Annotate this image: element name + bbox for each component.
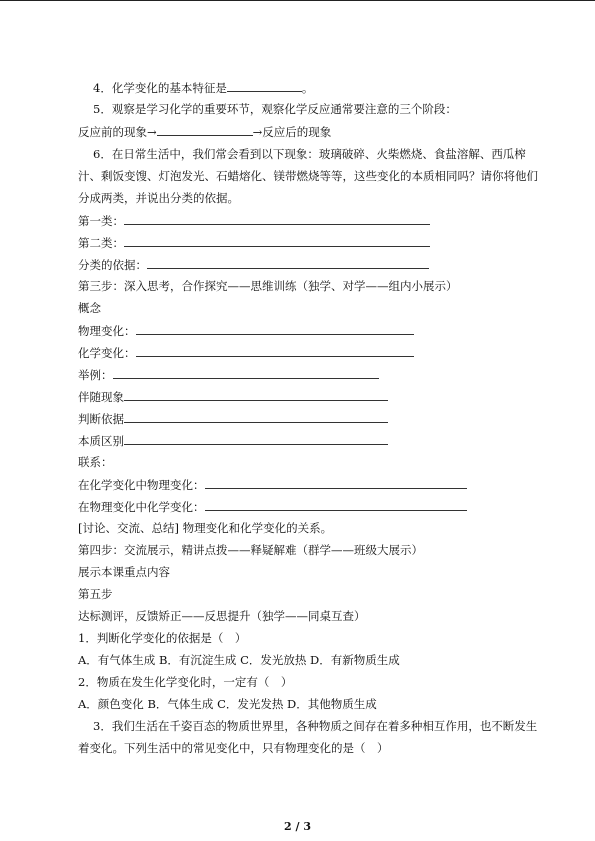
key-content: 展示本课重点内容 [78, 565, 170, 579]
chemical-in-physical: 在物理变化中化学变化： [78, 499, 467, 514]
quiz-question-3-line2: 着变化。下列生活中的常见变化中，只有物理变化的是（ ） [78, 741, 389, 755]
quiz-question-1: 1．判断化学变化的依据是（ ） [78, 631, 247, 645]
step-3-heading: 第三步：深入思考，合作探究——思维训练（独学、对学——组内小展示） [78, 279, 458, 293]
page-number: 2 / 3 [284, 820, 311, 833]
physical-change: 物理变化： [78, 323, 414, 338]
classification-basis: 分类的依据： [78, 257, 429, 272]
category-2: 第二类： [78, 235, 430, 250]
judgment-basis: 判断依据 [78, 411, 388, 426]
blank [124, 213, 430, 225]
step-4-heading: 第四步：交流展示，精讲点拨——释疑解难（群学——班级大展示） [78, 543, 423, 557]
question-6-line3: 分成两类，并说出分类的依据。 [78, 191, 239, 205]
quiz-question-2: 2．物质在发生化学变化时，一定有（ ） [78, 675, 293, 689]
blank [147, 257, 429, 269]
step-5-heading: 第五步 [78, 587, 113, 601]
quiz-2-options: A．颜色变化 B．气体生成 C．发光发热 D．其他物质生成 [78, 697, 377, 711]
question-6-line1: 6．在日常生活中，我们常会看到以下现象：玻璃破碎、火柴燃烧、食盐溶解、西瓜榨 [93, 147, 526, 161]
assessment-heading: 达标测评，反馈矫正——反思提升（独学——同桌互查） [78, 609, 366, 623]
quiz-1-options: A．有气体生成 B．有沉淀生成 C．发光放热 D．有新物质生成 [78, 653, 400, 667]
physical-in-chemical: 在化学变化中物理变化： [78, 477, 467, 492]
blank [124, 235, 430, 247]
question-6-line2: 汁、剩饭变馊、灯泡发光、石蜡熔化、镁带燃烧等等，这些变化的本质相同吗？请你将他们 [78, 169, 538, 183]
top-rule [0, 0, 595, 1]
chemical-change: 化学变化： [78, 345, 414, 360]
category-1: 第一类： [78, 213, 430, 228]
quiz-question-3-line1: 3．我们生活在千姿百态的物质世界里，各种物质之间存在着多种相互作用，也不断发生 [93, 719, 538, 733]
concept-label: 概念 [78, 301, 101, 315]
blank [205, 499, 467, 511]
essential-difference: 本质区别 [78, 433, 388, 448]
reaction-stages: 反应前的现象→ →反应后的现象 [78, 125, 332, 139]
examples: 举例： [78, 367, 379, 382]
accompanying-phenomena: 伴随现象 [78, 389, 388, 404]
blank [227, 80, 302, 92]
question-4: 4．化学变化的基本特征是 。 [93, 81, 314, 95]
blank [124, 411, 388, 423]
blank [124, 433, 388, 445]
blank [124, 389, 388, 401]
connection-label: 联系： [78, 455, 113, 469]
discussion-note: [讨论、交流、总结] 物理变化和化学变化的关系。 [78, 521, 333, 535]
blank [205, 477, 467, 489]
blank [113, 367, 379, 379]
blank [157, 124, 253, 136]
blank [136, 345, 414, 357]
blank [136, 323, 414, 335]
question-5: 5．观察是学习化学的重要环节，观察化学反应通常要注意的三个阶段： [93, 102, 457, 116]
